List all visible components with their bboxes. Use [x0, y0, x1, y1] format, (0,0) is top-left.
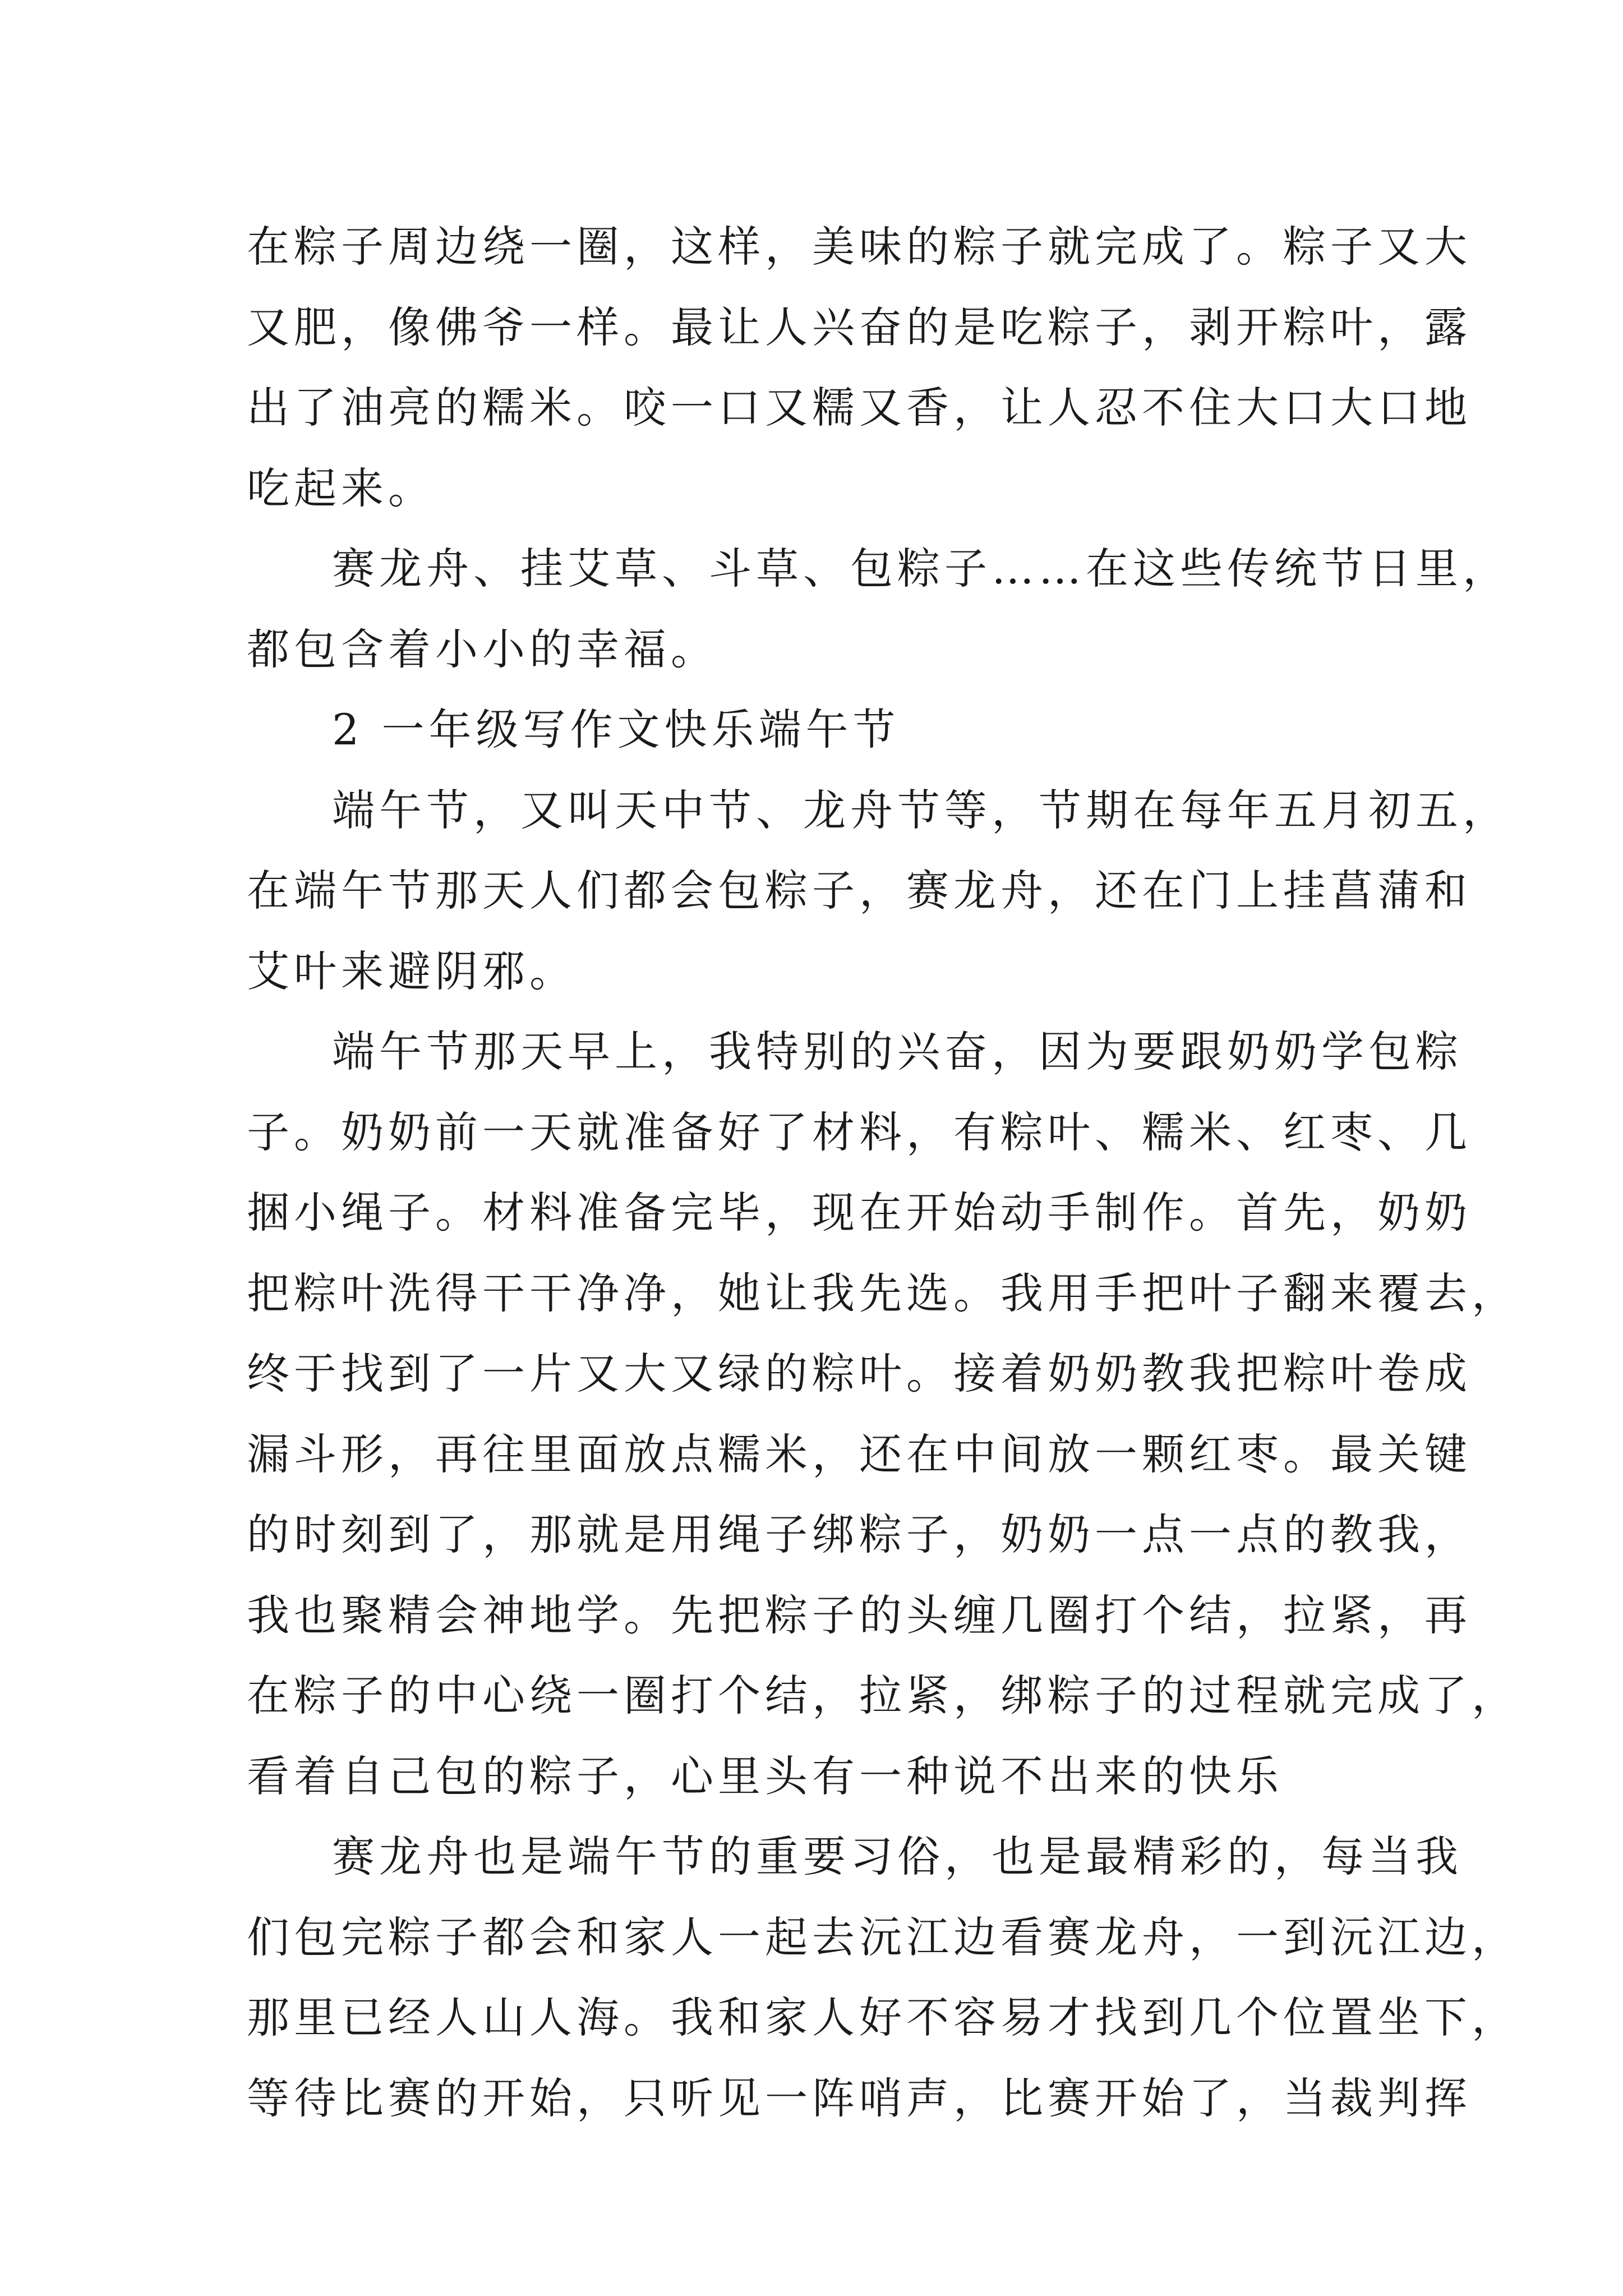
essay-title: 2 一年级写作文快乐端午节	[332, 705, 900, 754]
text-line: 终于找到了一片又大又绿的粽叶。接着奶奶教我把粽叶卷成	[247, 1349, 1472, 1398]
text-line: 我也聚精会神地学。先把粽子的头缠几圈打个结，拉紧，再	[247, 1590, 1472, 1640]
text-line: 在粽子周边绕一圈，这样，美味的粽子就完成了。粽子又大	[247, 222, 1472, 272]
text-line: 端午节那天早上，我特别的兴奋，因为要跟奶奶学包粽	[332, 1027, 1463, 1076]
text-line: 端午节，又叫天中节、龙舟节等，节期在每年五月初五，	[332, 785, 1510, 835]
text-line: 把粽叶洗得干干净净，她让我先选。我用手把叶子翻来覆去，	[247, 1268, 1519, 1318]
text-line: 们包完粽子都会和家人一起去沅江边看赛龙舟，一到沅江边，	[247, 1912, 1519, 1962]
paragraph-intro	[247, 770, 1510, 1012]
text-line: 漏斗形，再往里面放点糯米，还在中间放一颗红枣。最关键	[247, 1429, 1472, 1479]
paragraph-dragon-boat	[247, 1816, 1519, 2138]
text-line: 吃起来。	[247, 463, 435, 513]
text-line: 赛龙舟、挂艾草、斗草、包粽子……在这些传统节日里，	[332, 544, 1510, 593]
paragraph-making-zongzi	[247, 1011, 1519, 1816]
text-line: 都包含着小小的幸福。	[247, 624, 718, 674]
text-line: 的时刻到了，那就是用绳子绑粽子，奶奶一点一点的教我，	[247, 1510, 1472, 1559]
text-line: 等待比赛的开始，只听见一阵哨声，比赛开始了，当裁判挥	[247, 2073, 1472, 2123]
text-line: 又肥，像佛爷一样。最让人兴奋的是吃粽子，剥开粽叶，露	[247, 302, 1472, 352]
paragraph-zongzi-ending	[247, 206, 1472, 528]
text-line: 那里已经人山人海。我和家人好不容易才找到几个位置坐下，	[247, 1993, 1519, 2042]
document-body	[247, 206, 1519, 2138]
essay-heading	[247, 689, 1374, 770]
text-line: 在粽子的中心绕一圈打个结，拉紧，绑粽子的过程就完成了，	[247, 1671, 1519, 1720]
text-line: 在端午节那天人们都会包粽子，赛龙舟，还在门上挂菖蒲和	[247, 866, 1472, 915]
text-line: 赛龙舟也是端午节的重要习俗，也是最精彩的，每当我	[332, 1832, 1463, 1881]
text-line: 出了油亮的糯米。咬一口又糯又香，让人忍不住大口大口地	[247, 383, 1472, 432]
paragraph-summary	[247, 528, 1510, 689]
text-line: 看着自己包的粽子，心里头有一种说不出来的快乐	[247, 1751, 1283, 1801]
text-line: 子。奶奶前一天就准备好了材料，有粽叶、糯米、红枣、几	[247, 1107, 1472, 1157]
text-line: 捆小绳子。材料准备完毕，现在开始动手制作。首先，奶奶	[247, 1188, 1472, 1237]
text-line: 艾叶来避阴邪。	[247, 946, 577, 996]
